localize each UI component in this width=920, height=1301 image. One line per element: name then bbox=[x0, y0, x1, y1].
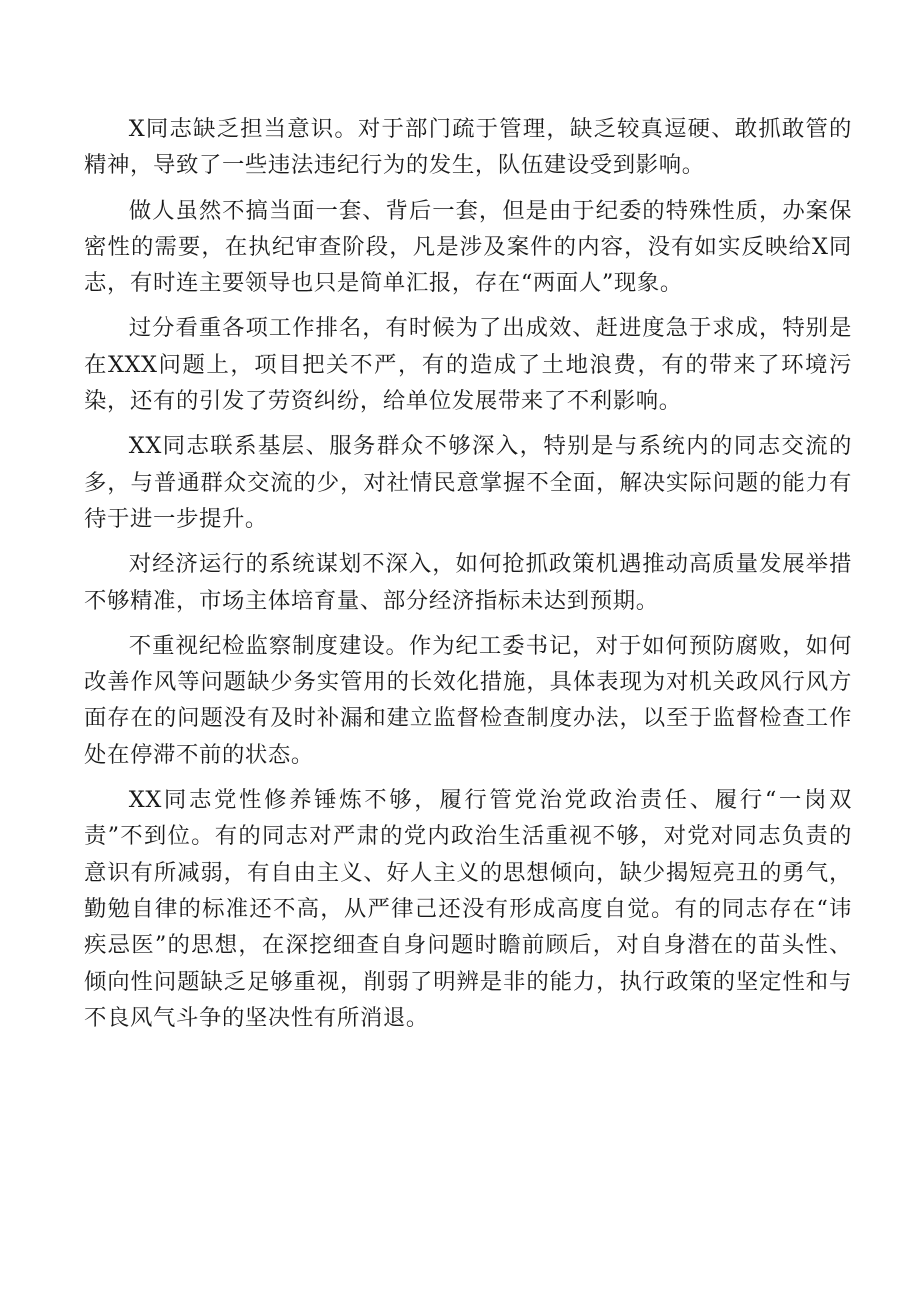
paragraph-6: 不重视纪检监察制度建设。作为纪工委书记，对于如何预防腐败，如何改善作风等问题缺少务实管用的长效化措施，具体表现为对机关政风行风方面存在的问题没有及时补漏和建立监督检查制度办法，以至于监督检查工作处在停滞不前的状态。 bbox=[84, 632, 852, 768]
paragraph-1: X同志缺乏担当意识。对于部门疏于管理，缺乏较真逗硬、敢抓敢管的精神，导致了一些违法违纪行为的发生，队伍建设受到影响。 bbox=[84, 116, 852, 179]
paragraph-4: XX同志联系基层、服务群众不够深入，特别是与系统内的同志交流的多，与普通群众交流的少，对社情民意掌握不全面，解决实际问题的能力有待于进一步提升。 bbox=[84, 433, 852, 532]
paragraph-3: 过分看重各项工作排名，有时候为了出成效、赶进度急于求成，特别是在XXX问题上，项目把关不严，有的造成了土地浪费，有的带来了环境污染，还有的引发了劳资纠纷，给单位发展带来了不利影响。 bbox=[84, 315, 852, 415]
paragraph-2: 做人虽然不搞当面一套、背后一套，但是由于纪委的特殊性质，办案保密性的需要，在执纪审查阶段，凡是涉及案件的内容，没有如实反映给X同志，有时连主要领导也只是简单汇报，存在“两面人”现象。 bbox=[84, 197, 852, 297]
paragraph-7: XX同志党性修养锤炼不够，履行管党治党政治责任、履行“一岗双责”不到位。有的同志对严肃的党内政治生活重视不够，对党对同志负责的意识有所减弱，有自由主义、好人主义的思想倾向，缺少揭短亮丑的勇气，勤勉自律的标准还不高，从严律己还没有形成高度自觉。有的同志存在“讳疾忌医”的思想，在深挖细查自身问题时瞻前顾后，对自身潜在的苗头性、倾向性问题缺乏足够重视，削弱了明辨是非的能力，执行政策的坚定性和与不良风气斗争的坚决性有所消退。 bbox=[84, 787, 852, 1031]
document-body bbox=[84, 111, 852, 1036]
paragraph-5: 对经济运行的系统谋划不深入，如何抢抓政策机遇推动高质量发展举措不够精准，市场主体培育量、部分经济指标未达到预期。 bbox=[84, 551, 852, 614]
